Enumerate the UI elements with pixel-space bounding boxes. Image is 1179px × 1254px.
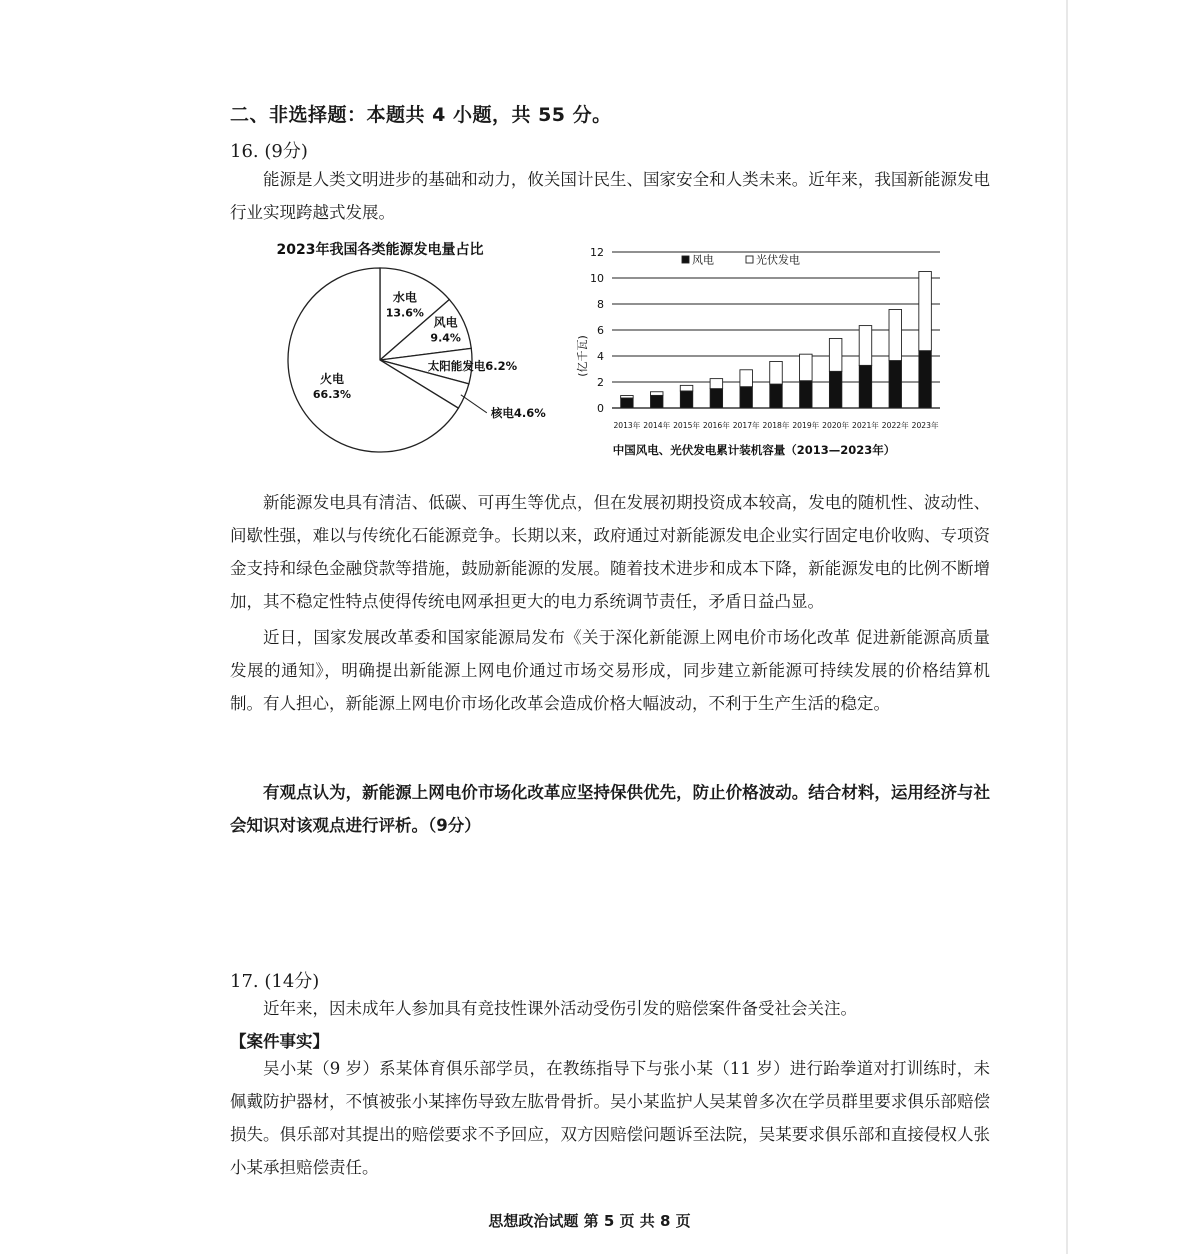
bar-y-tick-label: 8 (597, 298, 604, 311)
pie-label: 核电4.6% (490, 405, 546, 420)
bar-wind (770, 384, 783, 408)
legend-label: 光伏发电 (756, 253, 800, 267)
bar-solar (680, 385, 693, 391)
bar-x-tick-label: 2020年 (822, 421, 850, 430)
bar-x-tick-label: 2015年 (673, 421, 701, 430)
case-facts-heading: 【案件事实】 (230, 1032, 329, 1051)
pie-value-label: 9.4% (430, 331, 461, 345)
question-16-intro (230, 163, 990, 229)
bar-x-tick-label: 2013年 (613, 421, 641, 430)
bar-x-tick-label: 2018年 (762, 421, 790, 430)
bar-wind (680, 391, 693, 408)
bar-solar (919, 272, 932, 351)
bar-y-tick-label: 4 (597, 350, 604, 363)
bar-x-tick-label: 2022年 (881, 421, 909, 430)
material-paragraph: 近日，国家发展改革委和国家能源局发布《关于深化新能源上网电价市场化改革 促进新能源高质量发展的通知》，明确提出新能源上网电价通过市场交易形成，同步建立新能源可持续发展的价格结算机制。有人担心，新能源上网电价市场化改革会造成价格大幅波动，不利于生产生活的稳定。 (230, 628, 990, 713)
pie-chart-title: 2023年我国各类能源发电量占比 (276, 242, 484, 258)
bar-wind (800, 381, 813, 408)
bar-x-tick-labels (613, 420, 939, 430)
bar-y-tick-label: 6 (597, 324, 604, 337)
bar-wind (650, 395, 663, 408)
question-17-case (230, 1052, 990, 1184)
bar-y-tick-label: 2 (597, 376, 604, 389)
bar-x-tick-label: 2016年 (702, 421, 730, 430)
bar-x-tick-label: 2014年 (643, 421, 671, 430)
section-title: 二、非选择题：本题共 4 小题，共 55 分。 (230, 104, 612, 126)
bar-y-tick-label: 12 (590, 246, 604, 259)
page-edge-line (1066, 0, 1068, 1254)
bar-wind (859, 365, 872, 408)
bar-x-tick-label: 2019年 (792, 421, 820, 430)
bar-wind (621, 398, 634, 408)
bar-solar (710, 379, 723, 389)
material-paragraph: 新能源发电具有清洁、低碳、可再生等优点，但在发展初期投资成本较高，发电的随机性、波动性、间歇性强，难以与传统化石能源竞争。长期以来，政府通过对新能源发电企业实行固定电价收购、专项资金支持和绿色金融贷款等措施，鼓励新能源的发展。随着技术进步和成本下降，新能源发电的比例不断增加，其不稳定性特点使得传统电网承担更大的电力系统调节责任，矛盾日益凸显。 (230, 493, 990, 611)
question-16-material (230, 486, 990, 720)
question-17-number: 17. (14分) (230, 971, 320, 992)
bar-solar (800, 354, 813, 381)
bar-wind (829, 371, 842, 408)
question-17-intro (230, 992, 990, 1025)
bar-solar (740, 370, 753, 387)
bar-y-axis-label: (亿千瓦) (576, 335, 589, 377)
question-16-number: 16. (9分) (230, 141, 308, 162)
pie-label: 火电 (319, 371, 345, 386)
legend-swatch-wind (682, 256, 689, 263)
bar-solar (829, 338, 842, 371)
bar-wind (740, 387, 753, 408)
bar-chart (570, 238, 960, 468)
pie-label: 水电 (392, 290, 417, 305)
legend-swatch-solar (746, 256, 753, 263)
question-16-task (230, 776, 990, 842)
question-17-intro-text: 近年来，因未成年人参加具有竞技性课外活动受伤引发的赔偿案件备受社会关注。 (263, 999, 857, 1018)
bar-y-tick-label: 0 (597, 402, 604, 415)
bar-solar (621, 396, 634, 398)
bar-wind (889, 361, 902, 408)
pie-chart (260, 232, 560, 472)
page-footer: 思想政治试题 第 5 页 共 8 页 (488, 1212, 691, 1230)
pie-label: 太阳能发电6.2% (427, 358, 518, 373)
legend-label: 风电 (692, 253, 714, 267)
pie-leader-line (461, 395, 487, 413)
case-facts-text: 吴小某（9 岁）系某体育俱乐部学员，在教练指导下与张小某（11 岁）进行跆拳道对打训练时，未佩戴防护器材，不慎被张小某摔伤导致左肱骨骨折。吴小某监护人吴某曾多次在学员群里要求俱乐部赔偿损失。俱乐部对其提出的赔偿要求不予回应，双方因赔偿问题诉至法院，吴某要求俱乐部和直接侵权人张小某承担赔偿责任。 (230, 1059, 990, 1177)
bar-solar (859, 326, 872, 366)
bar-wind (919, 351, 932, 408)
bar-x-tick-label: 2023年 (911, 421, 939, 430)
bar-x-tick-label: 2021年 (851, 421, 879, 430)
question-16-intro-text: 能源是人类文明进步的基础和动力，攸关国计民生、国家安全和人类未来。近年来，我国新能源发电行业实现跨越式发展。 (230, 170, 990, 222)
question-16-task-text: 有观点认为，新能源上网电价市场化改革应坚持保供优先，防止价格波动。结合材料，运用经济与社会知识对该观点进行评析。（9分） (230, 783, 990, 835)
pie-value-label: 66.3% (312, 387, 352, 401)
bar-y-tick-label: 10 (590, 272, 604, 285)
bar-solar (770, 361, 783, 384)
bar-grid (590, 246, 940, 415)
bar-marks (621, 272, 932, 409)
bar-x-tick-label: 2017年 (732, 421, 760, 430)
pie-label: 风电 (433, 315, 458, 330)
bar-wind (710, 389, 723, 408)
bar-legend (682, 253, 800, 267)
bar-chart-title: 中国风电、光伏发电累计装机容量（2013—2023年） (612, 443, 896, 457)
bar-solar (889, 309, 902, 360)
bar-solar (650, 392, 663, 396)
pie-value-label: 13.6% (385, 306, 424, 320)
